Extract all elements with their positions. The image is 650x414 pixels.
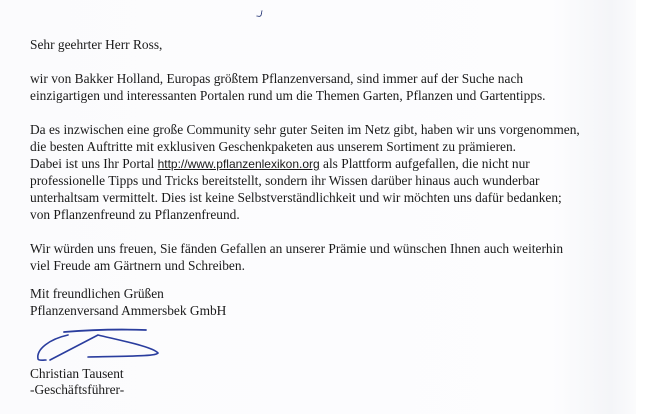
signer-title: -Geschäftsführer- (30, 382, 125, 397)
paragraph-2-line-2: die besten Auftritte mit exklusiven Geschenkpaketen aus unserem Sortiment zu prämieren. (30, 139, 517, 154)
company-name: Pflanzenversand Ammersbek GmbH (30, 303, 227, 318)
paragraph-1-line-1: wir von Bakker Holland, Europas größtem Pflanzenversand, sind immer auf der Suche nach (30, 71, 524, 86)
paragraph-3-line-2: professionelle Tipps und Tricks bereitstellt, sondern ihr Wissen darüber hinaus auch wunderbar (30, 173, 540, 188)
closing-block (30, 285, 226, 319)
salutation: Sehr geehrter Herr Ross, (30, 37, 163, 52)
paragraph-1-line-2: einzigartigen und interessanten Portalen rund um die Themen Garten, Pflanzen und Gartentipps. (30, 88, 546, 103)
portal-link[interactable]: http://www.pflanzenlexikon.org (157, 157, 320, 171)
paragraph-3-trail: als Plattform aufgefallen, die nicht nur (319, 156, 530, 171)
closing-greeting: Mit freundlichen Grüßen (30, 286, 164, 301)
ink-speck-mark (256, 10, 262, 18)
signer-name: Christian Tausent (30, 366, 124, 381)
signer-block (30, 366, 124, 398)
paragraph-3-line-1 (30, 155, 640, 172)
paragraph-3-line-3: unterhaltsam vermittelt. Dies ist keine Selbstverständlichkeit und wir möchten uns dafür bedanken; (30, 190, 562, 205)
signature-icon (28, 327, 173, 365)
letter-body (30, 36, 640, 274)
paragraph-3-lead: Dabei ist uns Ihr Portal (30, 156, 158, 171)
paragraph-4-line-1: Wir würden uns freuen, Sie fänden Gefallen an unserer Prämie und wünschen Ihnen auch weiterhin (30, 241, 564, 256)
paragraph-3-line-4: von Pflanzenfreund zu Pflanzenfreund. (30, 207, 240, 222)
paragraph-4-line-2: viel Freude am Gärtnern und Schreiben. (30, 258, 245, 273)
paragraph-2-line-1: Da es inzwischen eine große Community sehr guter Seiten im Netz gibt, haben wir uns vorgenommen, (30, 122, 580, 137)
